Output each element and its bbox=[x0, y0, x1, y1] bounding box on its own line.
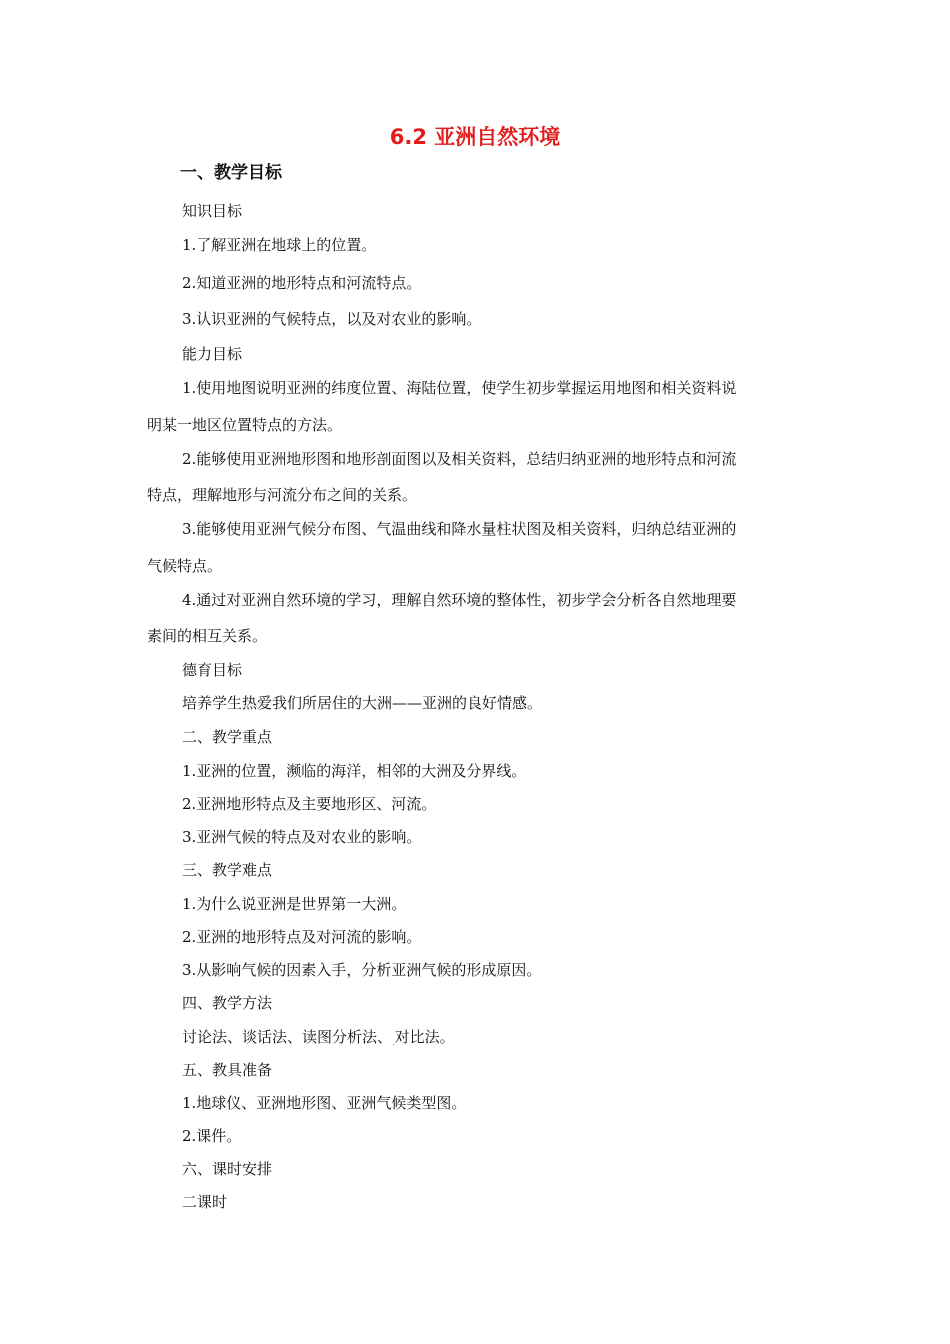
list-item: 1.亚洲的位置，濒临的海洋，相邻的大洲及分界线。 bbox=[182, 762, 527, 780]
paragraph-line: 素间的相互关系。 bbox=[147, 627, 268, 645]
list-item: 3.从影响气候的因素入手，分析亚洲气候的形成原因。 bbox=[182, 961, 542, 979]
list-item: 1.地球仪、亚洲地形图、亚洲气候类型图。 bbox=[182, 1094, 467, 1112]
subheading-knowledge: 知识目标 bbox=[182, 202, 243, 220]
methods-text-end: 对比法。 bbox=[394, 1028, 455, 1046]
section-heading-methods: 四、教学方法 bbox=[182, 994, 273, 1012]
paragraph-line: 2.能够使用亚洲地形图和地形剖面图以及相关资料，总结归纳亚洲的地形特点和河流 bbox=[182, 450, 737, 468]
stray-dot: . bbox=[392, 1038, 395, 1047]
paragraph-line: 培养学生热爱我们所居住的大洲——亚洲的良好情感。 bbox=[182, 694, 543, 712]
list-item: 2.亚洲的地形特点及对河流的影响。 bbox=[182, 928, 422, 946]
section-heading-schedule: 六、课时安排 bbox=[182, 1160, 273, 1178]
list-item: 1.为什么说亚洲是世界第一大洲。 bbox=[182, 895, 407, 913]
section-heading-tools: 五、教具准备 bbox=[182, 1061, 273, 1079]
list-item: 2.课件。 bbox=[182, 1127, 242, 1145]
paragraph-line: 明某一地区位置特点的方法。 bbox=[147, 416, 343, 434]
list-item: 3.认识亚洲的气候特点，以及对农业的影响。 bbox=[182, 310, 482, 328]
paragraph-line: 4.通过对亚洲自然环境的学习，理解自然环境的整体性，初步学会分析各自然地理要 bbox=[182, 591, 737, 609]
paragraph-line: 3.能够使用亚洲气候分布图、气温曲线和降水量柱状图及相关资料，归纳总结亚洲的 bbox=[182, 520, 737, 538]
section-heading-difficulties: 三、教学难点 bbox=[182, 861, 273, 879]
paragraph-line: 1.使用地图说明亚洲的纬度位置、海陆位置，使学生初步掌握运用地图和相关资料说 bbox=[182, 379, 737, 397]
list-item: 2.知道亚洲的地形特点和河流特点。 bbox=[182, 274, 422, 292]
subheading-moral: 德育目标 bbox=[182, 661, 243, 679]
section-heading-key-points: 二、教学重点 bbox=[182, 728, 273, 746]
list-item: 1.了解亚洲在地球上的位置。 bbox=[182, 236, 377, 254]
section-heading-objectives: 一、教学目标 bbox=[180, 163, 282, 183]
paragraph-line bbox=[182, 1026, 455, 1051]
document-title: 6.2 亚洲自然环境 bbox=[389, 125, 561, 149]
methods-text: 讨论法、谈话法、读图分析法、 bbox=[182, 1028, 393, 1046]
list-item: 3.亚洲气候的特点及对农业的影响。 bbox=[182, 828, 422, 846]
list-item: 2.亚洲地形特点及主要地形区、河流。 bbox=[182, 795, 437, 813]
paragraph-line: 特点，理解地形与河流分布之间的关系。 bbox=[147, 486, 418, 504]
paragraph-line: 气候特点。 bbox=[147, 557, 223, 575]
paragraph-line: 二课时 bbox=[182, 1193, 228, 1211]
subheading-ability: 能力目标 bbox=[182, 345, 243, 363]
